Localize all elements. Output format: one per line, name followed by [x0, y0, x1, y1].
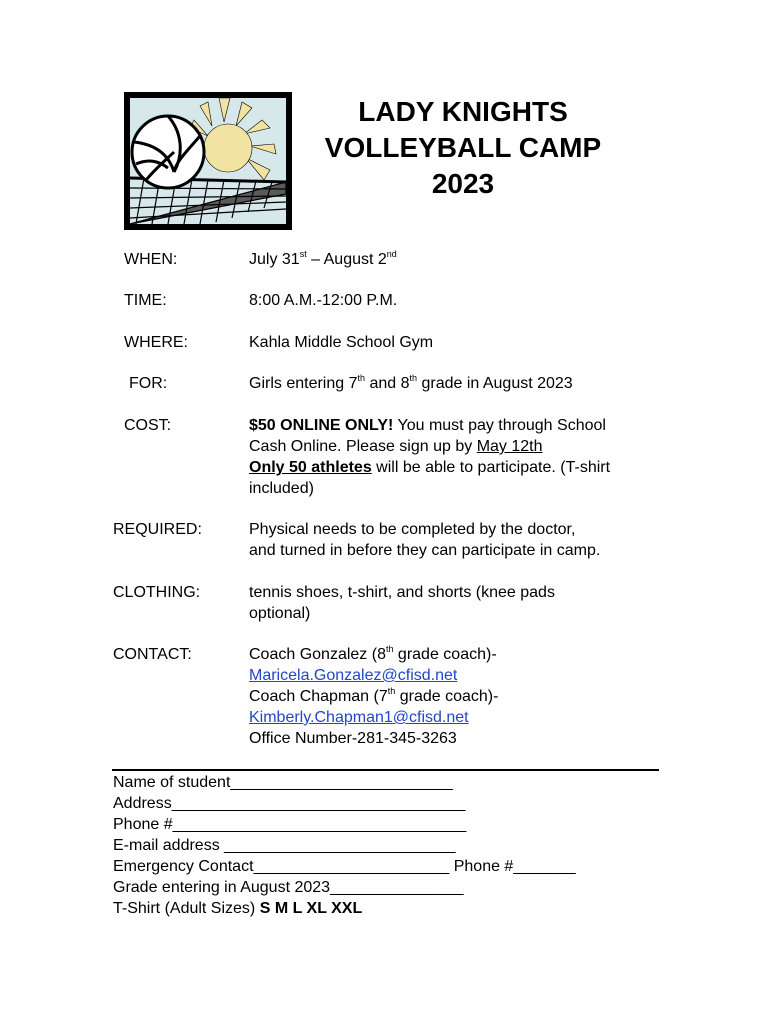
contact-coach-1-role: grade coach)- [393, 646, 497, 663]
required-value [249, 519, 659, 561]
tshirt-size-field[interactable] [113, 898, 576, 919]
required-label: REQUIRED: [113, 521, 202, 538]
contact-coach-1: Coach Gonzalez (8 [249, 646, 386, 663]
contact-coach-2-role: grade coach)- [395, 688, 499, 705]
phone-field[interactable]: Phone #_________________________________ [113, 816, 467, 833]
title-line-3: 2023 [431, 168, 495, 199]
for-text-2: and 8 [365, 375, 410, 392]
contact-coach-1-sup: th [385, 644, 394, 654]
email-link-chapman[interactable]: Kimberly.Chapman1@cfisd.net [249, 709, 469, 726]
title-line-2: VOLLEYBALL CAMP [324, 132, 602, 163]
tshirt-label: T-Shirt (Adult Sizes) [113, 900, 260, 917]
contact-value [249, 644, 659, 749]
grade-field[interactable]: Grade entering in August 2023_______________ [113, 879, 464, 896]
when-end-sup: nd [386, 249, 397, 259]
when-end: – August 2 [306, 251, 387, 268]
contact-label: CONTACT: [113, 646, 192, 663]
cost-text-4: included) [249, 480, 314, 497]
page-title [300, 94, 626, 202]
cost-limit: Only 50 athletes [249, 459, 372, 476]
address-field[interactable]: Address_________________________________ [113, 795, 466, 812]
email-field[interactable]: E-mail address __________________________ [113, 837, 456, 854]
cost-online-only: $50 ONLINE ONLY! [249, 417, 394, 434]
registration-form [113, 772, 576, 919]
office-number: Office Number-281-345-3263 [249, 730, 457, 747]
required-line-2: and turned in before they can participate in camp. [249, 542, 601, 559]
time-value: 8:00 A.M.-12:00 P.M. [249, 292, 398, 309]
volleyball-icon [132, 116, 204, 188]
clothing-label: CLOTHING: [113, 584, 201, 601]
when-label: WHEN: [124, 251, 178, 268]
for-label: FOR: [129, 375, 168, 392]
cost-text-3: will be able to participate. (T-shirt [371, 459, 611, 476]
for-sup-2: th [409, 373, 418, 383]
cost-deadline: May 12th [476, 438, 543, 455]
cost-text-1: You must pay through School [393, 417, 606, 434]
email-link-gonzalez[interactable]: Maricela.Gonzalez@cfisd.net [249, 667, 458, 684]
for-value [249, 373, 659, 394]
clothing-line-2: optional) [249, 605, 311, 622]
student-name-field[interactable]: Name of student_________________________ [113, 774, 453, 791]
contact-coach-2-sup: th [387, 686, 396, 696]
when-start: July 31 [249, 251, 300, 268]
for-sup-1: th [357, 373, 366, 383]
for-text-3: grade in August 2023 [417, 375, 573, 392]
cost-text-2: Cash Online. Please sign up by [249, 438, 477, 455]
where-value: Kahla Middle School Gym [249, 334, 434, 351]
time-label: TIME: [124, 292, 167, 309]
divider-rule [112, 769, 659, 771]
contact-coach-2: Coach Chapman (7 [249, 688, 388, 705]
emergency-contact-field[interactable]: Emergency Contact______________________ Phone #_______ [113, 858, 576, 875]
when-start-sup: st [299, 249, 307, 259]
title-line-1: LADY KNIGHTS [358, 96, 568, 127]
clothing-line-1: tennis shoes, t-shirt, and shorts (knee pads [249, 584, 555, 601]
for-text-1: Girls entering 7 [249, 375, 358, 392]
required-line-1: Physical needs to be completed by the doctor, [249, 521, 576, 538]
tshirt-size-options[interactable]: S M L XL XXL [259, 900, 363, 917]
clothing-value [249, 582, 659, 624]
volleyball-logo [124, 92, 292, 230]
when-value [249, 249, 659, 270]
where-label: WHERE: [124, 334, 188, 351]
cost-value [249, 415, 659, 499]
cost-label: COST: [124, 417, 172, 434]
